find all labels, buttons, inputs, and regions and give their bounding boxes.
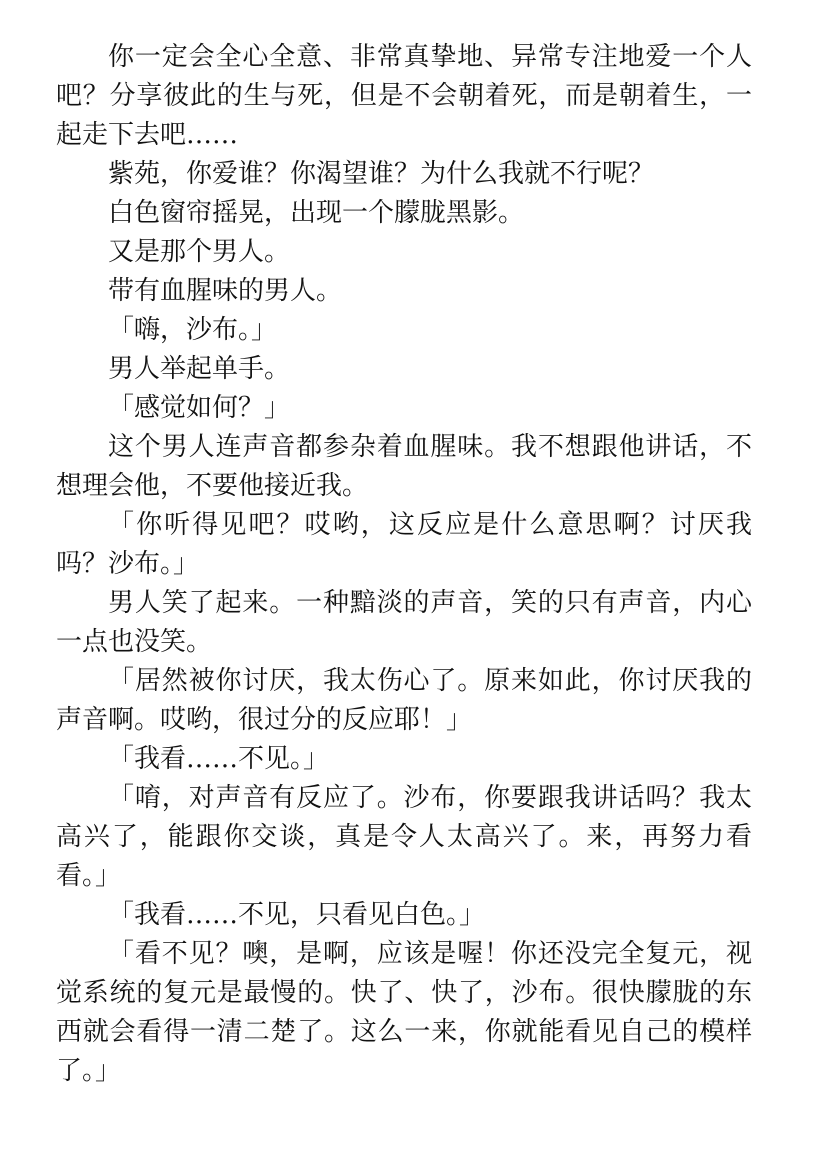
paragraph: 「你听得见吧？哎哟，这反应是什么意思啊？讨厌我吗？沙布。」 [56, 510, 752, 579]
paragraph: 紫苑，你爱谁？你渴望谁？为什么我就不行呢？ [108, 159, 655, 189]
paragraph: 白色窗帘摇晃，出现一个朦胧黑影。 [108, 198, 525, 228]
paragraph: 「看不见？噢，是啊，应该是喔！你还没完全复元，视觉系统的复元是最慢的。快了、快了，沙布。很快朦胧的东西就会看得一清二楚了。这么一来，你就能看见自己的模样了。」 [56, 939, 752, 1086]
paragraph: 「嗨，沙布。」 [108, 315, 278, 345]
paragraph: 男人笑了起来。一种黯淡的声音，笑的只有声音，内心一点也没笑。 [56, 588, 752, 657]
paragraph: 「唷，对声音有反应了。沙布，你要跟我讲话吗？我太高兴了，能跟你交谈，真是令人太高兴了。来，再努力看看。」 [56, 783, 752, 891]
paragraph: 你一定会全心全意、非常真挚地、异常专注地爱一个人吧？分享彼此的生与死，但是不会朝着死，而是朝着生，一起走下去吧…… [56, 42, 752, 150]
paragraph: 「我看……不见。」 [108, 744, 330, 774]
document-page [56, 38, 752, 1091]
paragraph: 「感觉如何？」 [108, 393, 291, 423]
paragraph: 这个男人连声音都参杂着血腥味。我不想跟他讲话，不想理会他，不要他接近我。 [56, 432, 752, 501]
paragraph: 「我看……不见，只看见白色。」 [108, 900, 486, 930]
paragraph: 又是那个男人。 [108, 237, 291, 267]
paragraph: 男人举起单手。 [108, 354, 291, 384]
paragraph: 带有血腥味的男人。 [108, 276, 343, 306]
paragraph: 「居然被你讨厌，我太伤心了。原来如此，你讨厌我的声音啊。哎哟，很过分的反应耶！」 [56, 666, 752, 735]
